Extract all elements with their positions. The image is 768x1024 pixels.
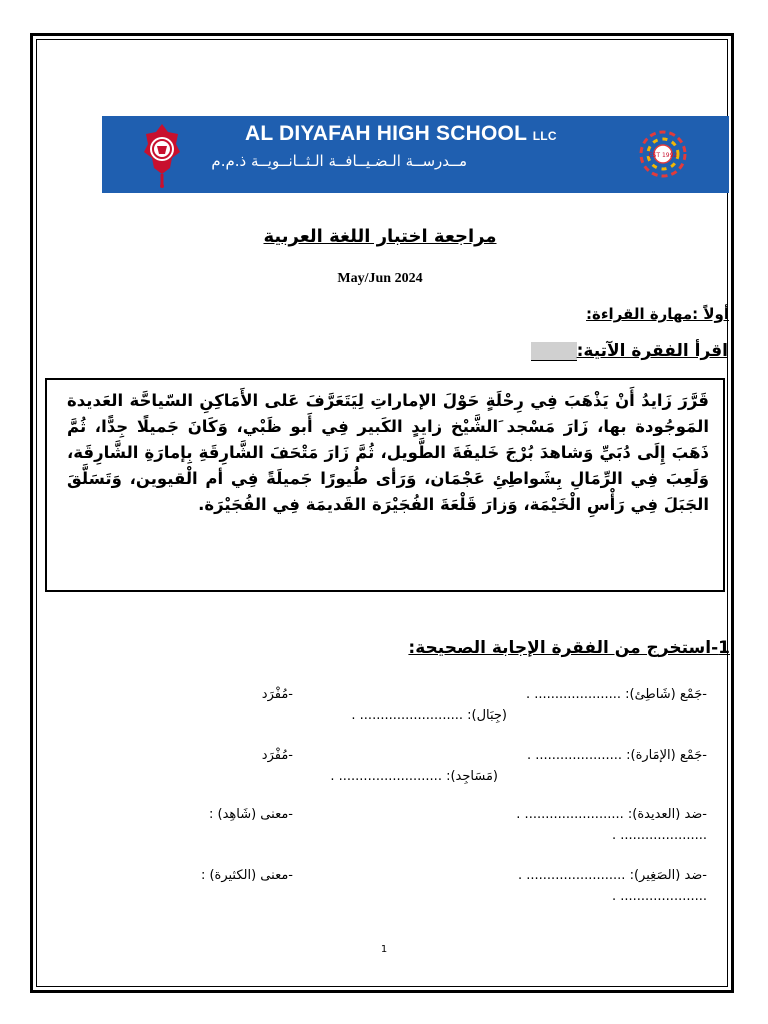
section-heading: أولاً :مهارة القراءة:: [586, 305, 729, 323]
school-name-en: AL DIYAFAH HIGH SCHOOL LLC: [245, 122, 557, 145]
question-1-line2: (جِبَال): ......................... .: [351, 708, 507, 723]
reading-passage-box: [45, 378, 725, 592]
page-title: مراجعة اختبار اللغة العربية: [263, 226, 497, 247]
question-2-side: -مُفْرَد: [261, 748, 293, 763]
question-1-side: -مُفْرَد: [261, 687, 293, 702]
instruction-line: [531, 341, 728, 361]
school-banner: [102, 116, 729, 193]
question-3-line2: ..................... .: [611, 828, 707, 843]
reading-passage: قَرَّرَ زَايدُ أَنْ يَذْهَبَ فِي رِحْلَةٍ حَوْلَ الإماراتِ لِيَتَعَرَّفَ عَلى الأَمَاكِنِ السّياحَّة العَديدة المَوجُودة بها، زَارَ مَسْجد َالشَّيْخ زايدٍ الكَبير فِي أَبو ظَبْي، وَكَانَ جَميلًا جِدًّا، ثُمَّ ذَهَبَ إِلَى دُبَيِّ وَشاهدَ بُرْجَ خَليفَةَ الطَّويل، ثُمَّ زَارَ مَتْحَفَ الشَّارِقَةِ بِإمارَةِ الشَّارِقَة، وَلَعِبَ فِي الرِّمَالِ بِشَواطِئِ عَجْمَان، وَرَأى طُيورًا جَميلَةً فِي أم الْقيوين، وَتَسَلَّقَ الجَبَلَ فِي رَأْسِ الْخَيْمَة، وَزارَ قَلْعَةَ الفُجَيْرَة القَديمَة فِي الفُجَيْرَة.: [67, 391, 709, 514]
school-emblem-icon: [637, 128, 689, 184]
question-title: 1-استخرج من الفقرة الإجابة الصحيحة:: [408, 638, 730, 658]
question-1-line1: -جَمْع (شَاطِئ): ..................... .: [525, 687, 707, 702]
highlight-box: [531, 342, 577, 361]
exam-date: May/Jun 2024: [337, 271, 423, 286]
question-3-line1: -ضد (العديدة): ........................ .: [516, 807, 707, 822]
page-number: 1: [380, 944, 388, 955]
question-4-line1: -ضد (الصَغِير): ........................ .: [518, 868, 707, 883]
question-4-side: -معنى (الكثيرة) :: [200, 868, 293, 883]
school-name-ar: مــدرســة الـضـيــافــة الـثــانــويــة ذ.م.م: [211, 152, 467, 170]
question-3-side: -معنى (شَاهِد) :: [208, 807, 293, 822]
svg-text:EST 1992: EST 1992: [648, 152, 678, 159]
question-2-line1: -جَمْع (الإمَارة): ..................... .: [526, 748, 707, 763]
school-crest-icon: [142, 122, 182, 192]
question-2-line2: (مَسَاجِد): ......................... .: [330, 769, 498, 784]
instruction-label: اقرأ الفقرة الآتية:: [576, 341, 728, 361]
question-4-line2: ..................... .: [611, 889, 707, 904]
